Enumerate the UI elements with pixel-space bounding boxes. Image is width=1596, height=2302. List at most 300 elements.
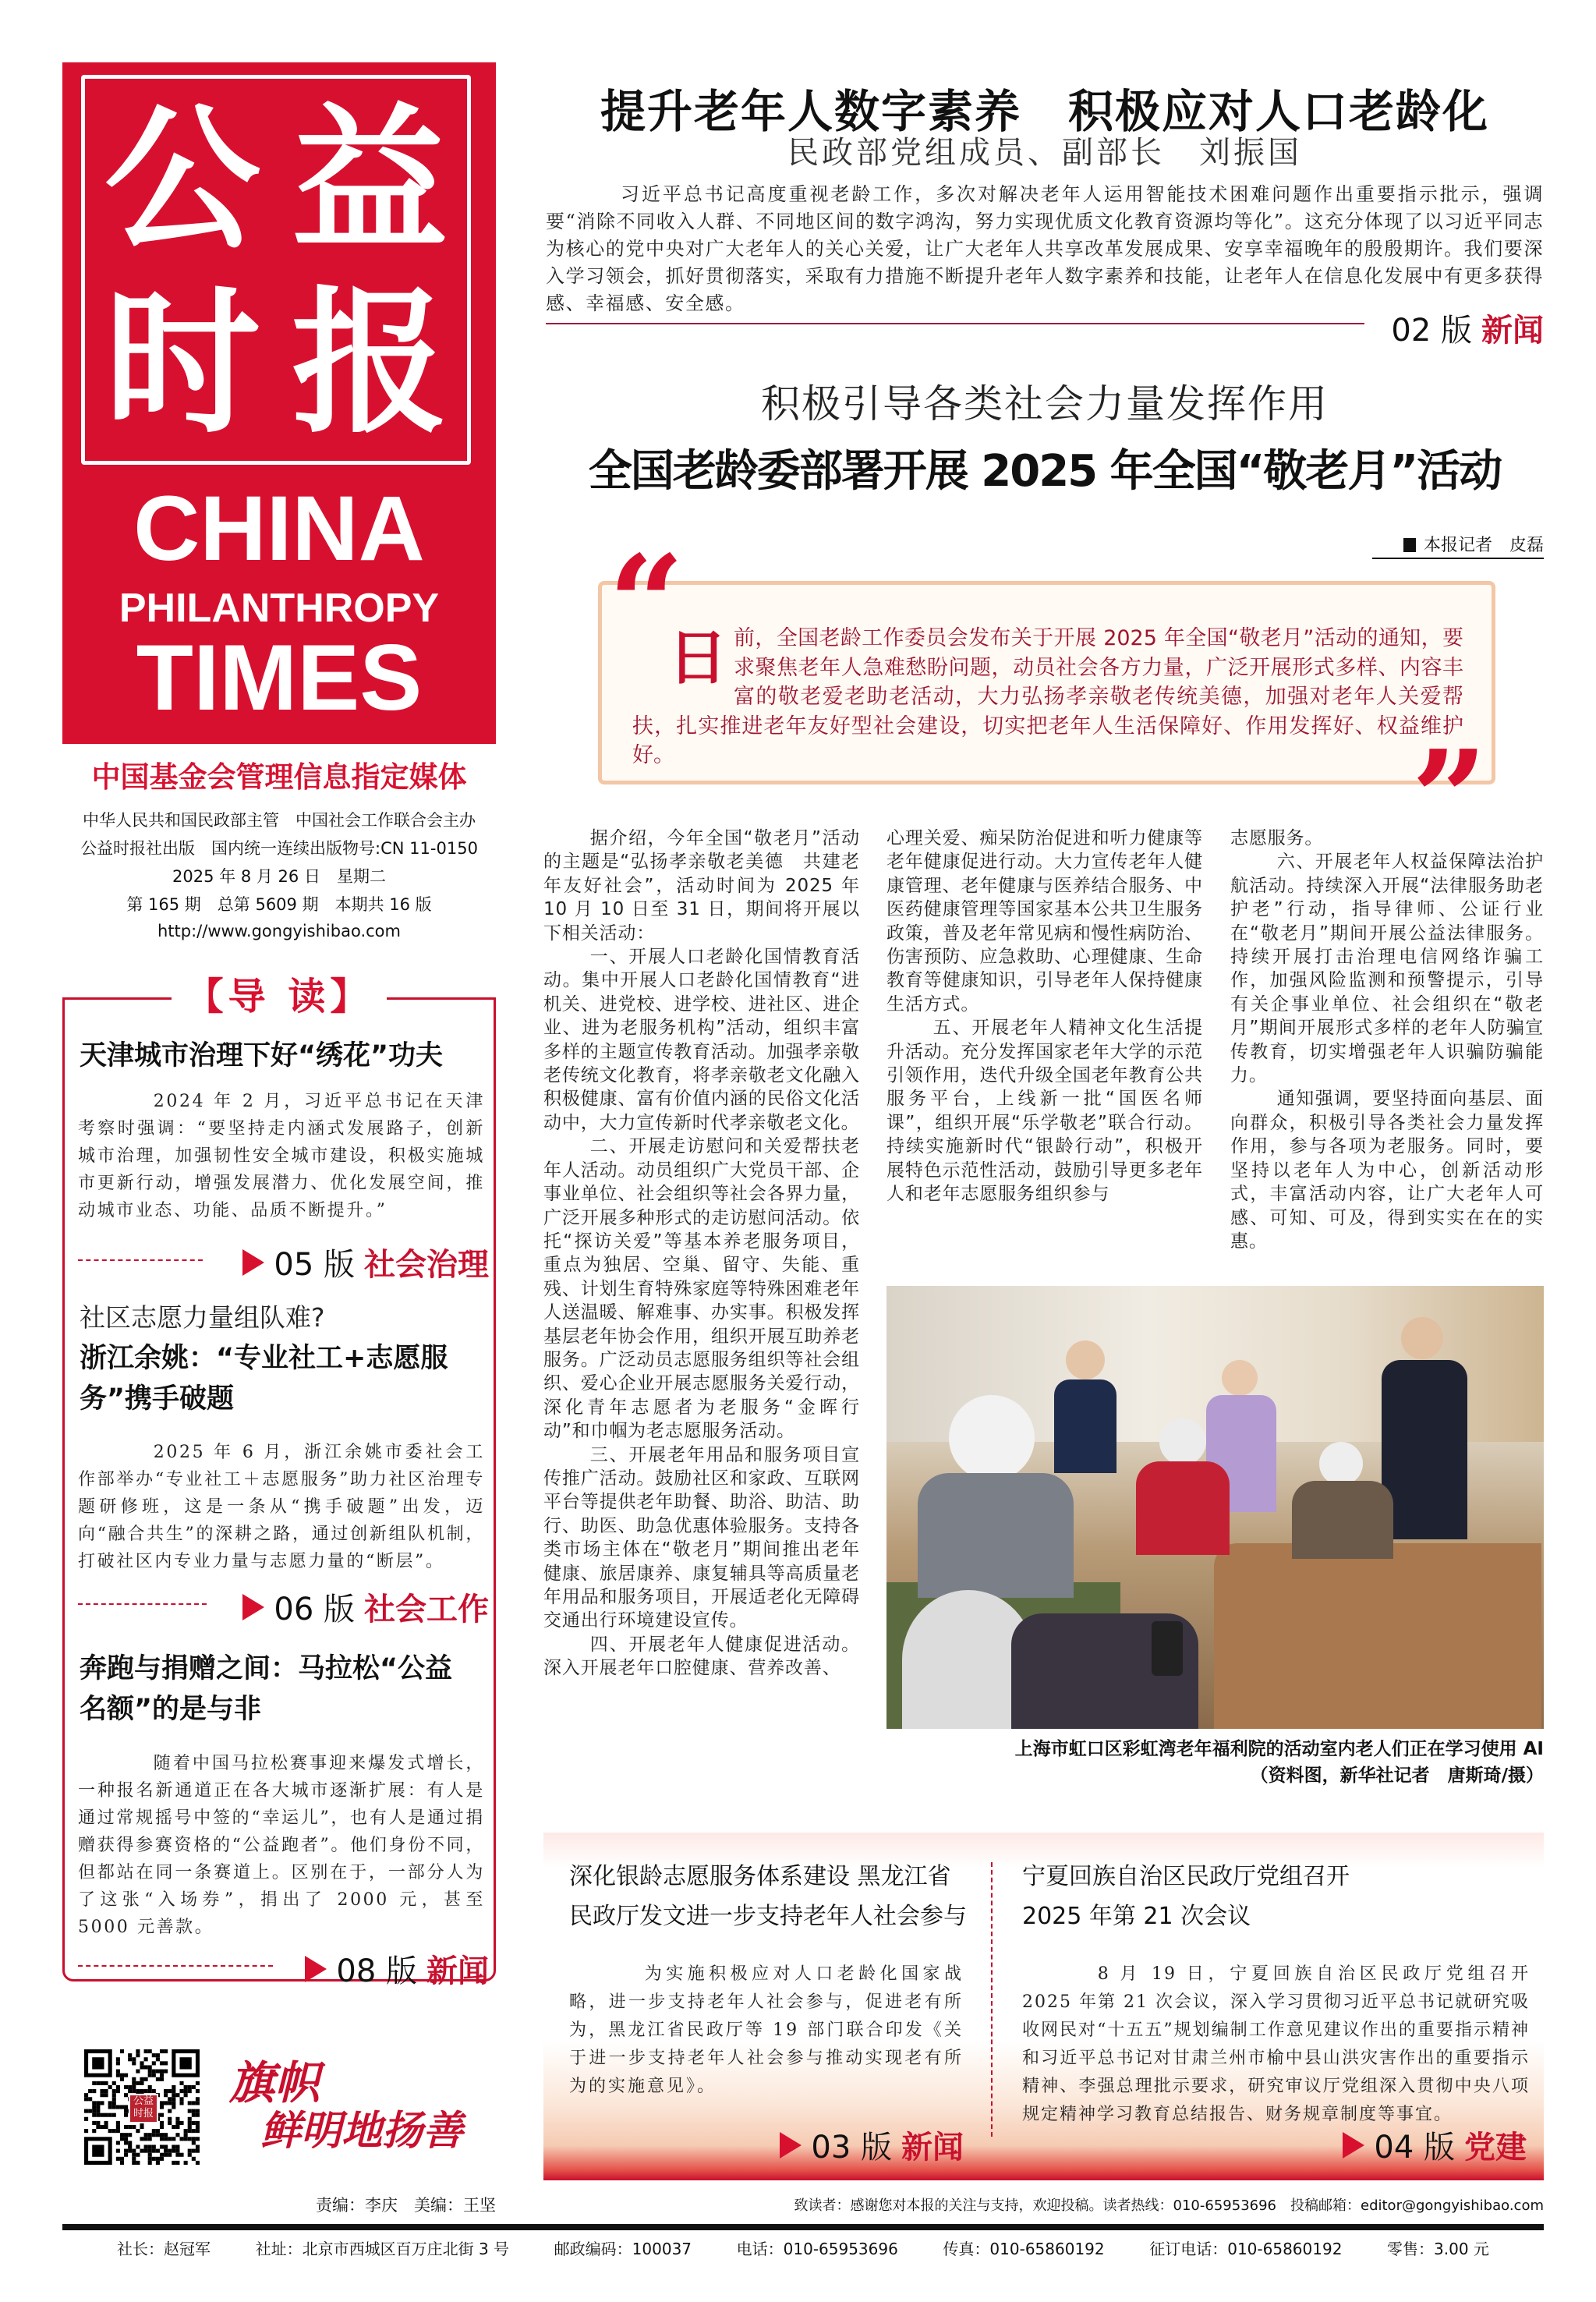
qr-module <box>120 2049 124 2053</box>
qr-module <box>116 2121 120 2125</box>
qr-module <box>172 2144 175 2148</box>
guide-item-title: 天津城市治理下好“绣花”功夫 <box>80 1040 444 1071</box>
publication-number: 公益时报社出版 国内统一连续出版物号:CN 11-0150 <box>80 839 478 858</box>
page-number: 05 版 <box>274 1247 355 1283</box>
qr-module <box>168 2149 172 2153</box>
qr-module <box>184 2161 188 2165</box>
section-name: 社会工作 <box>364 1592 489 1627</box>
qr-module <box>104 2081 108 2085</box>
qr-module <box>96 2109 100 2113</box>
qr-module <box>124 2141 128 2144</box>
qr-module <box>88 2089 92 2093</box>
bottom-story-page-ref <box>1343 2123 1527 2167</box>
logo-en-times: TIMES <box>136 625 423 730</box>
qr-module <box>192 2101 196 2105</box>
paragraph: 五、开展老年人精神文化生活提升活动。充分发挥国家老年大学的示范引领作用，迭代升级全国老年教育公共服务平台，上线新一批“国医名师课”，组织开展“乐学敬老”联合行动。持续实施新时代“银龄行动”，积极开展特色示范性活动，鼓励引导更多老年人和老年志愿服务组织参与 <box>886 1018 1203 1205</box>
qr-module <box>148 2157 152 2161</box>
qr-module <box>88 2097 92 2101</box>
qr-module <box>160 2157 164 2161</box>
qr-module <box>116 2105 120 2109</box>
guide-item-page-ref <box>242 1240 489 1284</box>
guide-item-body: 2025 年 6 月，浙江余姚市委社会工作部举办“专业社工＋志愿服务”助力社区治理专题研修班，这是一条从“携手破题”出发，迈向“融合共生”的深耕之路，通过创新组队机制，打破社区内专业力量与志愿力量的“断层”。 <box>78 1443 485 1571</box>
qr-module <box>188 2121 192 2125</box>
qr-module <box>92 2109 96 2113</box>
qr-module <box>140 2089 143 2093</box>
masthead-logo <box>62 62 496 744</box>
bottom-story-body: 8 月 19 日，宁夏回族自治区民政厅党组召开 2025 年第 21 次会议，深入学习贯彻习近平总书记就研究吸收网民对“十五五”规划编制工作意见建议作出的重要指示精神和习近平总书记对甘肃兰州市榆中县山洪灾害作出的重要指示精神、李强总理批示要求，研究审议厅党组深入贯彻中央八项规定精神学习教育总结报告、财务规章制度等事宜。 <box>1022 1964 1530 2124</box>
logo-char: 报 <box>291 271 448 455</box>
qr-module <box>184 2089 188 2093</box>
qr-module <box>128 2089 132 2093</box>
qr-module <box>124 2149 128 2153</box>
qr-module <box>96 2113 100 2117</box>
qr-module <box>152 2089 156 2093</box>
qr-module <box>92 2089 96 2093</box>
qr-module <box>116 2089 120 2093</box>
qr-module <box>112 2081 116 2085</box>
qr-module <box>92 2121 96 2125</box>
qr-module <box>120 2105 124 2109</box>
page-number: 04 版 <box>1374 2130 1455 2166</box>
qr-module <box>140 2077 143 2081</box>
qr-module <box>192 2157 196 2161</box>
qr-module <box>172 2101 175 2105</box>
qr-module <box>192 2149 196 2153</box>
qr-module <box>148 2161 152 2165</box>
qr-module <box>148 2144 152 2148</box>
qr-module <box>164 2144 168 2148</box>
qr-module <box>196 2149 200 2153</box>
logo-char: 时 <box>104 271 260 455</box>
qr-module <box>168 2109 172 2113</box>
qr-module <box>116 2125 120 2129</box>
qr-module <box>112 2101 116 2105</box>
dashed-divider <box>78 1965 273 1967</box>
qr-module <box>160 2049 164 2053</box>
article-column-1 <box>543 827 860 1680</box>
footer-item: 零售：3.00 元 <box>1387 2240 1489 2258</box>
qr-module <box>136 2153 140 2157</box>
qr-module <box>92 2129 96 2133</box>
qr-module <box>188 2129 192 2133</box>
qr-module <box>196 2081 200 2085</box>
qr-module <box>116 2070 120 2074</box>
guide-item-page-ref <box>242 1585 489 1629</box>
qr-module <box>148 2137 152 2141</box>
qr-module <box>196 2144 200 2148</box>
qr-module <box>175 2153 179 2157</box>
qr-module <box>124 2153 128 2157</box>
qr-module <box>160 2101 164 2105</box>
top-story-intro: 习近平总书记高度重视老龄工作，多次对解决老年人运用智能技术困难问题作出重要指示批示，强调要“消除不同收入人群、不同地区间的数字鸿沟，努力实现优质文化教育资源均等化”。这充分体现了以习近平同志为核心的党中央对广大老年人的关心关爱，让广大老年人共享改革发展成果、安享幸福晚年的殷殷期许。我们要深入学习领会，抓好贯彻落实，采取有力措施不断提升老年人数字素养和技能，让老年人在信息化发展中有更多获得感、幸福感、安全感。 <box>546 183 1544 314</box>
qr-module <box>192 2113 196 2117</box>
footer-item: 传真：010-65860192 <box>943 2240 1105 2258</box>
logo-en-china: CHINA <box>133 477 425 580</box>
qr-module <box>84 2129 88 2133</box>
footer-item: 邮政编码：100037 <box>554 2240 692 2258</box>
footer-item: 社址：北京市西城区百万庄北街 3 号 <box>255 2240 510 2258</box>
qr-module <box>144 2144 148 2148</box>
qr-module <box>196 2097 200 2101</box>
qr-module <box>184 2129 188 2133</box>
qr-module <box>128 2053 132 2057</box>
qr-module <box>112 2113 116 2117</box>
qr-module <box>112 2105 116 2109</box>
lead-paragraph: 前，全国老龄工作委员会发布关于开展 2025 年全国“敬老月”活动的通知，要求聚焦老年人急难愁盼问题，动员社会各方力量，广泛开展形式多样、内容丰富的敬老爱老助老活动，大力弘扬孝亲敬老传统美德，加强对老年人关爱帮扶，扎实推进老年友好型社会建设，切实把老年人生活保障好、作用发挥好、权益维护好。 <box>632 626 1463 767</box>
qr-module <box>172 2137 175 2141</box>
qr-module <box>184 2093 188 2097</box>
qr-module <box>144 2149 148 2153</box>
qr-module <box>172 2105 175 2109</box>
qr-module <box>116 2061 120 2065</box>
qr-module <box>160 2144 164 2148</box>
qr-module <box>140 2065 143 2069</box>
qr-module <box>144 2089 148 2093</box>
qr-module <box>156 2133 160 2137</box>
qr-module <box>192 2137 196 2141</box>
qr-module <box>175 2133 179 2137</box>
publisher-info: 中华人民共和国民政部主管 中国社会工作联合会主办 <box>83 811 476 830</box>
qr-module <box>100 2101 104 2105</box>
qr-module <box>88 2109 92 2113</box>
guide-item-body: 2024 年 2 月，习近平总书记在天津考察时强调：“要坚持走内涵式发展路子，创新城市治理，加强韧性安全城市建设，积极实施城市更新行动，增强发展潜力、优化发展空间，推动城市业态、功能、品质不断提升。” <box>78 1092 485 1220</box>
qr-module <box>124 2105 128 2109</box>
qr-module <box>148 2133 152 2137</box>
page-number: 06 版 <box>274 1592 355 1627</box>
qr-module <box>140 2149 143 2153</box>
qr-module <box>84 2097 88 2101</box>
qr-module <box>175 2144 179 2148</box>
qr-module <box>188 2101 192 2105</box>
qr-module <box>172 2093 175 2097</box>
qr-module <box>124 2113 128 2117</box>
qr-module <box>172 2149 175 2153</box>
qr-module <box>179 2121 183 2125</box>
qr-module <box>92 2144 104 2156</box>
qr-module <box>136 2070 140 2074</box>
qr-module <box>128 2144 132 2148</box>
qr-module <box>160 2125 164 2129</box>
qr-module <box>179 2101 183 2105</box>
qr-module <box>164 2101 168 2105</box>
qr-module <box>188 2149 192 2153</box>
byline <box>1372 532 1544 559</box>
qr-module <box>172 2125 175 2129</box>
qr-module <box>160 2113 164 2117</box>
triangle-right-icon <box>780 2132 802 2159</box>
logo-char: 公 <box>104 88 260 271</box>
qr-module <box>124 2137 128 2141</box>
qr-module <box>96 2105 100 2109</box>
qr-module <box>160 2153 164 2157</box>
qr-module <box>164 2089 168 2093</box>
qr-module <box>92 2101 96 2105</box>
qr-module <box>172 2161 175 2165</box>
qr-module <box>120 2157 124 2161</box>
qr-module <box>128 2085 132 2089</box>
qr-module <box>175 2093 179 2097</box>
qr-module <box>179 2137 183 2141</box>
paragraph: 通知强调，要坚持面向基层、面向群众，积极引导各类社会力量发挥作用，参与各项为老服务。同时，要坚持以老年人为中心，创新活动形式，丰富活动内容，让广大老年人可感、可知、可及，得到实实在在的实惠。 <box>1230 1089 1544 1252</box>
qr-module <box>152 2053 156 2057</box>
qr-module <box>140 2125 143 2129</box>
qr-module <box>164 2093 168 2097</box>
qr-module <box>168 2101 172 2105</box>
guide-item-page-ref <box>305 1946 489 1991</box>
website-link[interactable]: http://www.gongyishibao.com <box>157 922 401 940</box>
logo-char: 益 <box>291 88 448 271</box>
dashed-divider <box>991 1862 993 2137</box>
paragraph: 三、开展老年用品和服务项目宣传推广活动。鼓励社区和家政、互联网平台等提供老年助餐、助浴、助洁、助行、助医、助急优惠体验服务。支持各类市场主体在“敬老月”期间推出老年健康、旅居康养、康复辅具等高质量老年用品和服务项目，开展适老化无障碍交通出行环境建设宣传。 <box>543 1444 860 1631</box>
qr-module <box>184 2085 188 2089</box>
qr-module <box>128 2057 132 2061</box>
qr-module <box>104 2125 108 2129</box>
qr-module <box>132 2077 136 2081</box>
qr-module <box>196 2109 200 2113</box>
qr-module <box>152 2129 156 2133</box>
paragraph: 心理关爱、痴呆防治促进和听力健康等老年健康促进行动。大力宣传老年人健康管理、老年健康与医养结合服务、中医药健康管理等国家基本公共卫生服务政策，普及老年常见病和慢性病防治、伤害预防、应急救助、心理健康、生命教育等健康知识，引导老年人保持健康生活方式。 <box>886 828 1203 1015</box>
footer-info <box>117 2236 1489 2259</box>
qr-module <box>160 2121 164 2125</box>
qr-module <box>100 2113 104 2117</box>
qr-module <box>144 2077 148 2081</box>
section-name: 社会治理 <box>364 1247 489 1283</box>
qr-module <box>152 2144 156 2148</box>
qr-module <box>132 2085 136 2089</box>
footer-rule <box>62 2224 1544 2230</box>
photo-credit: （资料图，新华社记者 唐斯琦/摄） <box>1250 1765 1544 1786</box>
qr-module <box>152 2070 156 2074</box>
paragraph: 志愿服务。 <box>1230 828 1324 848</box>
qr-module <box>136 2081 140 2085</box>
qr-module <box>112 2093 116 2097</box>
qr-module <box>156 2157 160 2161</box>
qr-module <box>172 2089 175 2093</box>
qr-module <box>120 2133 124 2137</box>
qr-module <box>92 2057 104 2069</box>
qr-module <box>156 2070 160 2074</box>
qr-module <box>192 2141 196 2144</box>
qr-module <box>196 2129 200 2133</box>
qr-module <box>116 2085 120 2089</box>
qr-module <box>188 2089 192 2093</box>
qr-module <box>196 2121 200 2125</box>
qr-module <box>128 2141 132 2144</box>
qr-module <box>124 2125 128 2129</box>
drop-cap: 日 <box>668 623 727 692</box>
qr-module <box>168 2117 172 2121</box>
dashed-divider <box>78 1259 203 1261</box>
qr-module <box>116 2057 120 2061</box>
calligraphy-line: 鲜明地扬善 <box>260 2107 464 2155</box>
paragraph: 四、开展老年人健康促进活动。深入开展老年口腔健康、营养改善、 <box>543 1634 860 1679</box>
qr-module <box>136 2049 140 2053</box>
section-name: 党建 <box>1464 2130 1527 2166</box>
qr-module <box>132 2057 136 2061</box>
qr-module <box>100 2081 104 2085</box>
qr-module <box>112 2089 116 2093</box>
qr-module <box>96 2121 100 2125</box>
qr-module <box>96 2101 100 2105</box>
paragraph: 二、开展走访慰问和关爱帮扶老年人活动。动员组织广大党员干部、企事业单位、社会组织等社会各界力量，广泛开展多种形式的走访慰问活动。依托“探访关爱”等基本养老服务项目，重点为独居、空巢、留守、失能、重残、计划生育特殊家庭等特殊困难老年人送温暖、解难事、办实事。积极发挥基层老年协会作用，组织开展互助养老服务。广泛动员志愿服务组织等社会组织、爱心企业开展志愿服务关爱行动，深化青年志愿者为老服务“金晖行动”和巾帼为老志愿服务活动。 <box>543 1136 860 1442</box>
qr-module <box>100 2125 104 2129</box>
main-story-kicker: 积极引导各类社会力量发挥作用 <box>761 381 1329 427</box>
qr-module <box>104 2089 108 2093</box>
qr-module <box>120 2137 124 2141</box>
qr-module <box>148 2074 152 2077</box>
qr-module <box>160 2074 164 2077</box>
qr-module <box>196 2113 200 2117</box>
qr-module <box>132 2061 136 2065</box>
calligraphy-line: 旗帜 <box>229 2056 320 2109</box>
qr-module <box>179 2089 183 2093</box>
footer-item: 征订电话：010-65860192 <box>1149 2240 1343 2258</box>
guide-item-title: 奔跑与捐赠之间：马拉松“公益名额”的是与非 <box>80 1653 453 1725</box>
qr-module <box>140 2081 143 2085</box>
qr-module <box>168 2137 172 2141</box>
qr-module <box>120 2077 124 2081</box>
qr-module <box>148 2049 152 2053</box>
qr-module <box>152 2133 156 2137</box>
qr-module <box>124 2133 128 2137</box>
qr-module <box>148 2085 152 2089</box>
calligraphy-slogan <box>229 2056 487 2160</box>
guide-item-title: 浙江余姚：“专业社工+志愿服务”携手破题 <box>80 1343 448 1415</box>
triangle-right-icon <box>242 1594 264 1620</box>
qr-center-logo: 公益时报 <box>129 2094 158 2123</box>
bottom-story-title: 宁夏回族自治区民政厅党组召开 <box>1022 1863 1350 1890</box>
section-name: 新闻 <box>901 2130 964 2166</box>
qr-module <box>132 2089 136 2093</box>
qr-module <box>92 2113 96 2117</box>
qr-module <box>132 2149 136 2153</box>
qr-module <box>168 2153 172 2157</box>
qr-module <box>188 2153 192 2157</box>
qr-module <box>124 2109 128 2113</box>
qr-module <box>164 2061 168 2065</box>
issue-number: 第 165 期 总第 5609 期 本期共 16 版 <box>126 895 432 914</box>
qr-module <box>108 2105 112 2109</box>
triangle-right-icon <box>242 1249 264 1276</box>
qr-module <box>152 2149 156 2153</box>
qr-module <box>128 2133 132 2137</box>
qr-module <box>84 2093 88 2097</box>
qr-module <box>152 2061 156 2065</box>
section-name: 新闻 <box>1481 313 1544 349</box>
qr-module <box>196 2125 200 2129</box>
guide-header: 【导 读】 <box>172 973 387 1020</box>
qr-module <box>116 2149 120 2153</box>
qr-module <box>148 2153 152 2157</box>
qr-module <box>84 2117 88 2121</box>
guide-item-body: 随着中国马拉松赛事迎来爆发式增长，一种报名新通道正在各大城市逐渐扩展：有人是通过常规摇号中签的“幸运儿”，也有人是通过捐赠获得参赛资格的“公益跑者”。他们身份不同，但都站在同一条赛道上。区别在于，一部分人为了这张“入场券”，捐出了 2000 元，甚至 5000 元善款。 <box>78 1754 485 1937</box>
slogan: 中国基金会管理信息指定媒体 <box>91 760 467 794</box>
page-number: 03 版 <box>811 2130 892 2166</box>
qr-module <box>104 2113 108 2117</box>
qr-module <box>192 2129 196 2133</box>
qr-module <box>164 2137 168 2141</box>
qr-module <box>128 2125 132 2129</box>
divider-line <box>546 323 1364 324</box>
qr-module <box>116 2157 120 2161</box>
top-story-author: 民政部党组成员、副部长 刘振国 <box>787 135 1302 171</box>
qr-module <box>108 2129 112 2133</box>
qr-module <box>188 2137 192 2141</box>
footer-item: 社长：赵冠军 <box>117 2240 211 2258</box>
qr-module <box>144 2133 148 2137</box>
qr-module <box>136 2089 140 2093</box>
qr-module <box>188 2125 192 2129</box>
qr-module <box>175 2161 179 2165</box>
qr-module <box>148 2065 152 2069</box>
qr-module <box>156 2161 160 2165</box>
qr-module <box>164 2049 168 2053</box>
page-number: 08 版 <box>336 1953 417 1989</box>
qr-module <box>160 2133 164 2137</box>
qr-module <box>164 2149 168 2153</box>
qr-module <box>160 2105 164 2109</box>
qr-module <box>116 2074 120 2077</box>
qr-module <box>179 2081 183 2085</box>
qr-module <box>112 2097 116 2101</box>
qr-module <box>175 2117 179 2121</box>
qr-module <box>116 2129 120 2133</box>
top-story-page-ref <box>1391 306 1544 350</box>
qr-module <box>120 2074 124 2077</box>
qr-module <box>188 2117 192 2121</box>
qr-module <box>132 2125 136 2129</box>
qr-module <box>132 2081 136 2085</box>
qr-module <box>92 2081 96 2085</box>
main-story-headline: 全国老龄委部署开展 2025 年全国“敬老月”活动 <box>588 446 1502 497</box>
qr-module <box>148 2089 152 2093</box>
qr-module <box>84 2109 88 2113</box>
qr-module <box>175 2125 179 2129</box>
guide-item-kicker: 社区志愿力量组队难? <box>80 1302 325 1333</box>
qr-module <box>124 2085 128 2089</box>
qr-module <box>144 2049 148 2053</box>
qr-module <box>192 2121 196 2125</box>
qr-module <box>164 2070 168 2074</box>
qr-module <box>160 2077 164 2081</box>
qr-module <box>188 2085 192 2089</box>
bottom-story-title: 2025 年第 21 次会议 <box>1022 1903 1251 1930</box>
qr-module <box>136 2053 140 2057</box>
qr-module <box>196 2101 200 2105</box>
reader-notice: 致读者：感谢您对本报的关注与支持，欢迎投稿。读者热线：010-65953696 投稿邮箱：editor@gongyishibao.com <box>794 2198 1544 2214</box>
qr-module <box>160 2070 164 2074</box>
qr-module <box>128 2149 132 2153</box>
qr-module <box>136 2129 140 2133</box>
editors-credit: 责编：李庆 美编：王坚 <box>316 2196 496 2215</box>
qr-module <box>179 2153 183 2157</box>
masthead-inner-frame <box>81 75 471 465</box>
qr-module <box>188 2109 192 2113</box>
qr-module <box>156 2077 160 2081</box>
qr-module <box>96 2125 100 2129</box>
qr-module <box>168 2089 172 2093</box>
article-column-3 <box>1230 827 1544 1253</box>
qr-module <box>172 2085 175 2089</box>
qr-module <box>108 2085 112 2089</box>
qr-module <box>124 2093 128 2097</box>
qr-module <box>196 2161 200 2165</box>
qr-module <box>156 2129 160 2133</box>
qr-module <box>196 2137 200 2141</box>
qr-module <box>132 2161 136 2165</box>
qr-module <box>160 2137 164 2141</box>
qr-module <box>148 2149 152 2153</box>
